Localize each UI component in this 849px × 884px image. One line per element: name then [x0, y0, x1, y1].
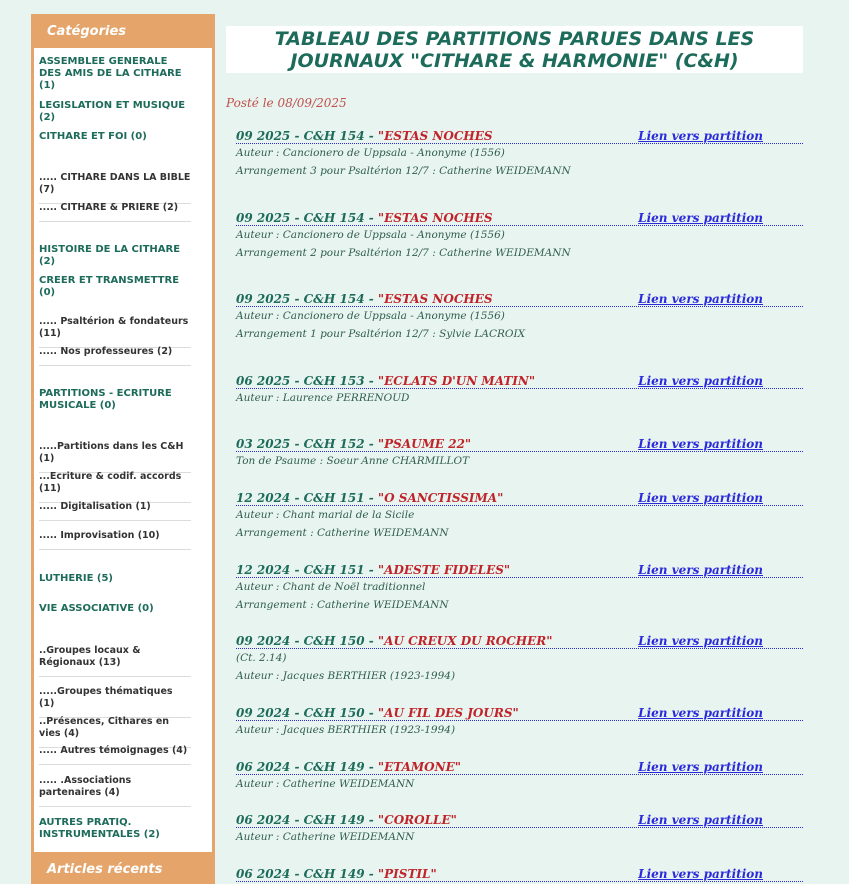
posted-date: Posté le 08/09/2025	[226, 96, 347, 110]
score-detail-line: Auteur : Jacques BERTHIER (1923-1994)	[236, 670, 456, 682]
score-detail-line: Arrangement : Catherine WEIDEMANN	[236, 527, 449, 539]
score-entry-heading	[236, 292, 803, 307]
category-item[interactable]: PARTITIONS - ECRITURE MUSICALE (0)	[39, 388, 172, 411]
score-entry-heading	[236, 129, 803, 144]
score-issue: 09 2025 - C&H 154 -	[236, 292, 378, 306]
score-link[interactable]: Lien vers partition	[638, 760, 763, 774]
score-link[interactable]: Lien vers partition	[638, 491, 763, 505]
page-title: TABLEAU DES PARTITIONS PARUES DANS LES JOURNAUX "CITHARE & HARMONIE" (C&H)	[226, 26, 803, 73]
subcategory-item[interactable]: .....Partitions dans les C&H (1)	[39, 441, 191, 473]
category-item[interactable]: HISTOIRE DE LA CITHARE (2)	[39, 244, 181, 267]
score-entry-heading	[236, 437, 803, 452]
score-title: "AU CREUX DU ROCHER"	[377, 634, 553, 648]
score-detail-line: Auteur : Catherine WEIDEMANN	[236, 778, 415, 790]
score-title: "ETAMONE"	[377, 760, 461, 774]
subcategory-item[interactable]: ..Groupes locaux & Régionaux (13)	[39, 645, 191, 677]
score-detail-line: Auteur : Laurence PERRENOUD	[236, 392, 410, 404]
score-issue: 09 2024 - C&H 150 -	[236, 706, 378, 720]
score-title: "PSAUME 22"	[377, 437, 472, 451]
score-issue: 09 2024 - C&H 150 -	[236, 634, 378, 648]
subcategory-item[interactable]: ..... CITHARE DANS LA BIBLE (7)	[39, 172, 191, 204]
score-link[interactable]: Lien vers partition	[638, 563, 763, 577]
score-entry	[236, 437, 803, 470]
subcategory-item[interactable]: ..... Digitalisation (1)	[39, 501, 191, 521]
score-detail-line: Ton de Psaume : Soeur Anne CHARMILLOT	[236, 455, 470, 467]
category-item[interactable]: AUTRES PRATIQ. INSTRUMENTALES (2)	[39, 817, 160, 840]
score-entry	[236, 563, 803, 614]
score-entry	[236, 374, 803, 407]
recent-articles-header: Articles récents	[34, 852, 212, 884]
score-issue: 06 2024 - C&H 149 -	[236, 867, 378, 881]
subcategory-item[interactable]: ..... Improvisation (10)	[39, 530, 191, 550]
score-link[interactable]: Lien vers partition	[638, 129, 763, 143]
score-link[interactable]: Lien vers partition	[638, 706, 763, 720]
score-detail-line: Auteur : Cancionero de Uppsala - Anonyme (1556)	[236, 310, 505, 322]
score-entry-heading	[236, 374, 803, 389]
score-issue: 12 2024 - C&H 151 -	[236, 491, 378, 505]
score-title: "PISTIL"	[377, 867, 437, 881]
score-issue: 09 2025 - C&H 154 -	[236, 211, 378, 225]
score-link[interactable]: Lien vers partition	[638, 374, 763, 388]
subcategory-item[interactable]: ..Présences, Cithares en vies (4)	[39, 716, 191, 748]
score-detail-line: Auteur : Catherine WEIDEMANN	[236, 831, 415, 843]
score-entry	[236, 211, 803, 262]
score-title: "ESTAS NOCHES	[377, 129, 493, 143]
score-link[interactable]: Lien vers partition	[638, 813, 763, 827]
score-detail-line: Arrangement 2 pour Psaltérion 12/7 : Catherine WEIDEMANN	[236, 247, 571, 259]
score-entry	[236, 634, 803, 685]
category-item[interactable]: CITHARE ET FOI (0)	[39, 131, 147, 142]
subcategory-item[interactable]: .....Groupes thématiques (1)	[39, 686, 191, 718]
score-entry-heading	[236, 706, 803, 721]
subcategory-item[interactable]: ..... .Associations partenaires (4)	[39, 775, 191, 807]
score-entry	[236, 760, 803, 793]
score-entry-heading	[236, 563, 803, 578]
score-title: "AU FIL DES JOURS"	[377, 706, 519, 720]
score-issue: 12 2024 - C&H 151 -	[236, 563, 378, 577]
subcategory-item[interactable]: ...Ecriture & codif. accords (11)	[39, 471, 191, 503]
score-title: "ESTAS NOCHES	[377, 211, 493, 225]
score-link[interactable]: Lien vers partition	[638, 437, 763, 451]
score-link[interactable]: Lien vers partition	[638, 867, 763, 881]
score-issue: 09 2025 - C&H 154 -	[236, 129, 378, 143]
sidebar-header: Catégories	[34, 14, 212, 48]
score-entry-heading	[236, 491, 803, 506]
score-issue: 03 2025 - C&H 152 -	[236, 437, 378, 451]
score-entry	[236, 813, 803, 846]
subcategory-item[interactable]: ..... Nos professeures (2)	[39, 346, 191, 366]
category-item[interactable]: VIE ASSOCIATIVE (0)	[39, 603, 154, 614]
score-entry	[236, 491, 803, 542]
subcategory-item[interactable]: ..... Autres témoignages (4)	[39, 745, 191, 765]
score-issue: 06 2024 - C&H 149 -	[236, 813, 378, 827]
score-detail-line: Arrangement : Catherine WEIDEMANN	[236, 599, 449, 611]
category-item[interactable]: LEGISLATION ET MUSIQUE (2)	[39, 100, 186, 123]
subcategory-item[interactable]: ..... CITHARE & PRIERE (2)	[39, 202, 191, 222]
score-detail-line: Auteur : Chant de Noël traditionnel	[236, 581, 426, 593]
score-title: "ESTAS NOCHES	[377, 292, 493, 306]
score-detail-line: Auteur : Chant marial de la Sicile	[236, 509, 415, 521]
score-title: "ADESTE FIDELES"	[377, 563, 511, 577]
score-entry	[236, 706, 803, 739]
score-issue: 06 2025 - C&H 153 -	[236, 374, 378, 388]
score-link[interactable]: Lien vers partition	[638, 634, 763, 648]
category-item[interactable]: LUTHERIE (5)	[39, 573, 113, 584]
score-entry-heading	[236, 867, 803, 882]
category-item[interactable]: ASSEMBLEE GENERALE DES AMIS DE LA CITHARE (1)	[39, 56, 182, 91]
category-list	[34, 48, 212, 868]
score-entry	[236, 292, 803, 343]
score-entry-heading	[236, 634, 803, 649]
category-item[interactable]: CREER ET TRANSMETTRE (0)	[39, 275, 180, 298]
score-entry	[236, 129, 803, 180]
score-entry	[236, 867, 803, 882]
score-entry-heading	[236, 813, 803, 828]
score-detail-line: Auteur : Cancionero de Uppsala - Anonyme (1556)	[236, 229, 505, 241]
subcategory-item[interactable]: ..... Psaltérion & fondateurs (11)	[39, 316, 191, 348]
score-title: "ECLATS D'UN MATIN"	[377, 374, 536, 388]
score-detail-line: Auteur : Jacques BERTHIER (1923-1994)	[236, 724, 456, 736]
score-detail-line: Arrangement 3 pour Psaltérion 12/7 : Catherine WEIDEMANN	[236, 165, 571, 177]
score-link[interactable]: Lien vers partition	[638, 211, 763, 225]
score-detail-line: Auteur : Cancionero de Uppsala - Anonyme (1556)	[236, 147, 505, 159]
score-title: "COROLLE"	[377, 813, 457, 827]
score-issue: 06 2024 - C&H 149 -	[236, 760, 378, 774]
score-detail-line: (Ct. 2.14)	[236, 652, 287, 664]
score-detail-line: Arrangement 1 pour Psaltérion 12/7 : Sylvie LACROIX	[236, 328, 526, 340]
sidebar	[31, 14, 215, 884]
score-entry-heading	[236, 211, 803, 226]
score-entry-heading	[236, 760, 803, 775]
score-link[interactable]: Lien vers partition	[638, 292, 763, 306]
score-title: "O SANCTISSIMA"	[377, 491, 504, 505]
